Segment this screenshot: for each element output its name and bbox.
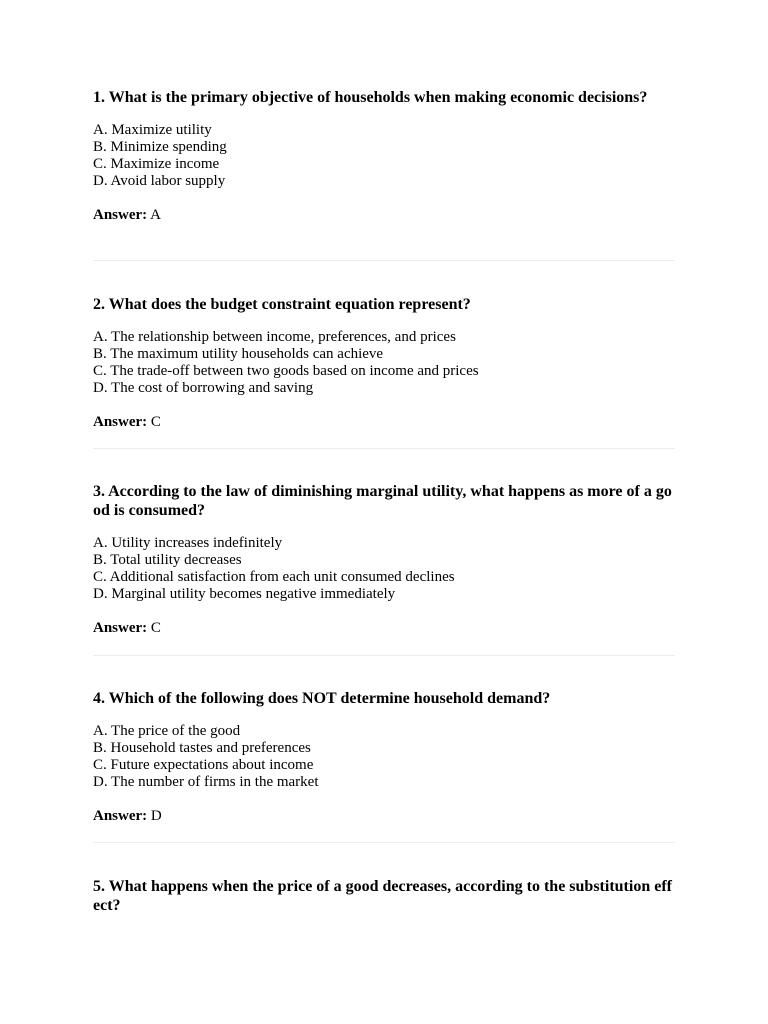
option-d: D. The cost of borrowing and saving [93, 380, 314, 396]
option-a: A. Utility increases indefinitely [93, 535, 283, 551]
option-list [93, 723, 675, 791]
option-list [93, 329, 675, 397]
question-text: 5. What happens when the price of a good decreases, according to the substitution effect? [93, 878, 672, 914]
option-list [93, 535, 675, 603]
option-a: A. The price of the good [93, 723, 241, 739]
answer-value: D [150, 808, 162, 824]
option-c: C. Future expectations about income [93, 757, 314, 773]
question-text: 4. Which of the following does NOT determine household demand? [93, 690, 551, 707]
option-b: B. Minimize spending [93, 139, 227, 155]
option-c: C. Maximize income [93, 156, 220, 172]
option-d: D. Avoid labor supply [93, 173, 226, 189]
answer-line [93, 207, 675, 224]
question-block-1 [93, 88, 675, 224]
divider [93, 842, 675, 843]
answer-label: Answer: [93, 207, 148, 223]
question-block-2 [93, 295, 675, 431]
option-a: A. Maximize utility [93, 122, 212, 138]
option-c: C. Additional satisfaction from each unit consumed declines [93, 569, 455, 585]
question-block-4 [93, 689, 675, 825]
option-d: D. The number of firms in the market [93, 774, 319, 790]
answer-value: A [150, 207, 161, 223]
option-b: B. Household tastes and preferences [93, 740, 311, 756]
question-text: 2. What does the budget constraint equation represent? [93, 296, 471, 313]
divider [93, 260, 675, 261]
divider [93, 655, 675, 656]
option-c: C. The trade-off between two goods based on income and prices [93, 363, 479, 379]
answer-value: C [150, 414, 161, 430]
answer-value: C [150, 620, 161, 636]
question-block-3 [93, 482, 675, 637]
option-d: D. Marginal utility becomes negative immediately [93, 586, 396, 602]
answer-label: Answer: [93, 414, 148, 430]
answer-line [93, 620, 675, 637]
option-b: B. The maximum utility households can achieve [93, 346, 384, 362]
question-text: 1. What is the primary objective of households when making economic decisions? [93, 89, 648, 106]
question-block-5 [93, 877, 675, 915]
answer-label: Answer: [93, 808, 148, 824]
divider [93, 448, 675, 449]
answer-label: Answer: [93, 620, 148, 636]
option-b: B. Total utility decreases [93, 552, 242, 568]
option-a: A. The relationship between income, preferences, and prices [93, 329, 456, 345]
answer-line [93, 808, 675, 825]
question-text: 3. According to the law of diminishing marginal utility, what happens as more of a good is consumed? [93, 483, 672, 519]
option-list [93, 122, 675, 190]
answer-line [93, 414, 675, 431]
